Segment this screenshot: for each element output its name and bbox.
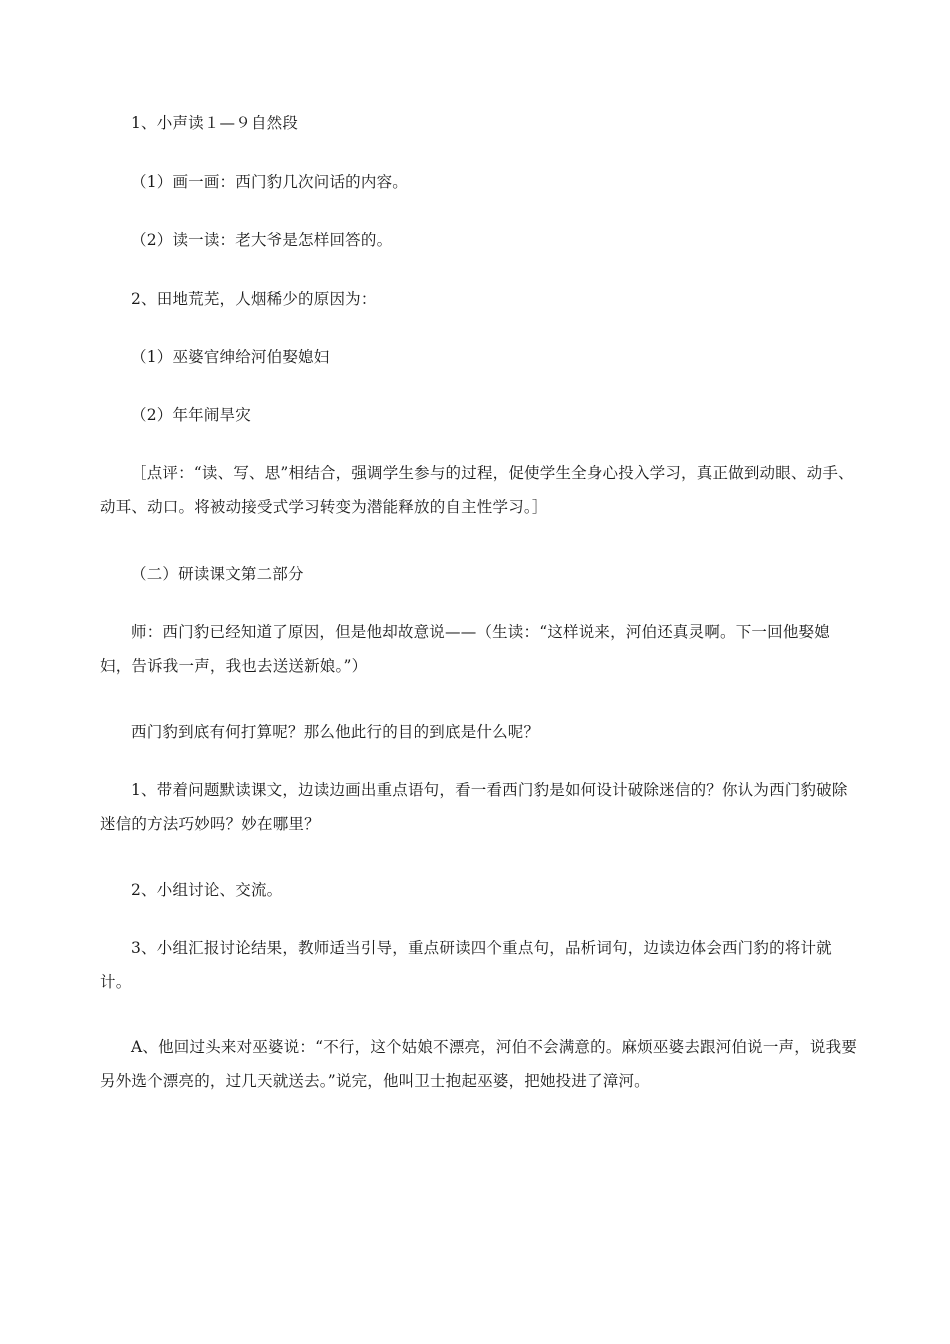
activity-2: 2、小组讨论、交流。 bbox=[131, 881, 283, 899]
step-2-heading: 2、田地荒芜，人烟稀少的原因为： bbox=[131, 290, 377, 308]
task-read-answers: （2）读一读：老大爷是怎样回答的。 bbox=[131, 231, 393, 249]
teacher-dialogue: 师：西门豹已经知道了原因，但是他却故意说——（生读：“这样说来，河伯还真灵啊。下一回他娶媳妇，告诉我一声，我也去送送新娘。”） bbox=[100, 623, 830, 675]
activity-1: 1、带着问题默读课文，边读边画出重点语句，看一看西门豹是如何设计破除迷信的？你认为西门豹破除迷信的方法巧妙吗？妙在哪里？ bbox=[100, 781, 848, 833]
reason-1: （1）巫婆官绅给河伯娶媳妇 bbox=[131, 348, 330, 366]
step-1-heading: 1、小声读１—９自然段 bbox=[131, 114, 299, 132]
activity-3: 3、小组汇报讨论结果，教师适当引导，重点研读四个重点句，品析词句，边读边体会西门豹的将计就计。 bbox=[100, 939, 832, 991]
key-sentence-a: A、他回过头来对巫婆说：“不行，这个姑娘不漂亮，河伯不会满意的。麻烦巫婆去跟河伯说一声，说我要另外选个漂亮的，过几天就送去。”说完，他叫卫士抱起巫婆，把她投进了漳河。 bbox=[100, 1038, 858, 1090]
commentary-paragraph: ［点评：“读、写、思”相结合，强调学生参与的过程，促使学生全身心投入学习，真正做到动眼、动手、动耳、动口。将被动接受式学习转变为潜能释放的自主性学习。］ bbox=[100, 464, 854, 516]
guiding-question: 西门豹到底有何打算呢？那么他此行的目的到底是什么呢？ bbox=[131, 723, 540, 741]
reason-2: （2）年年闹旱灾 bbox=[131, 406, 251, 424]
section-heading-part-2: （二）研读课文第二部分 bbox=[131, 565, 304, 583]
task-draw-questions: （1）画一画：西门豹几次问话的内容。 bbox=[131, 173, 408, 191]
